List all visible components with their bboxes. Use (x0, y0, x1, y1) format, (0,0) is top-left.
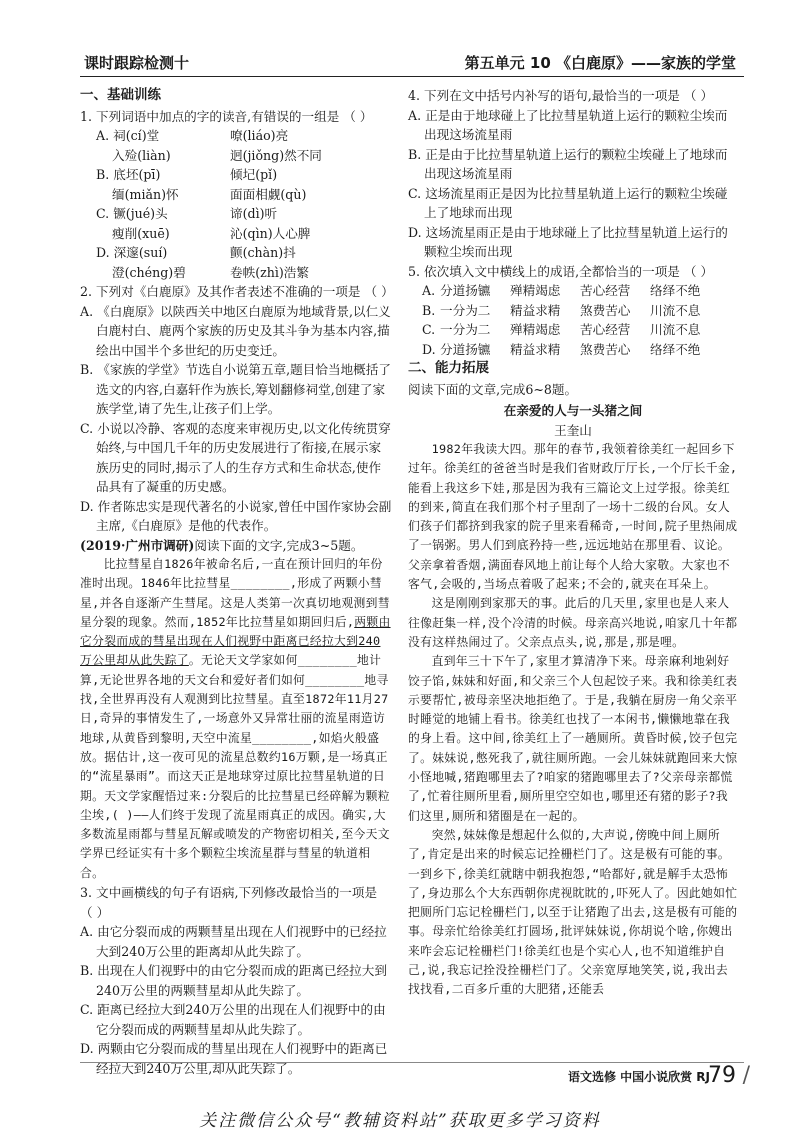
comet-passage (80, 555, 392, 883)
idiom: 精益求精 (510, 341, 561, 357)
q2-option-a: A. 《白鹿原》以陕西关中地区白鹿原为地域背景,以仁义白鹿村白、鹿两个家族的历史及其斗争为基本内容,描绘出中国半个多世纪的历史变迁。 (80, 303, 391, 358)
q1-cell: 倾圮(pǐ) (230, 167, 278, 182)
idiom: 一分为二 (440, 302, 491, 318)
q1-cell: A. 祠(cí)堂 (96, 128, 160, 143)
question-1: 1. 下列词语中加点的字的读音,有错误的一组是 （ ） (80, 108, 373, 124)
question-5: 5. 依次填入文中横线上的成语,全都恰当的一项是 （ ） (408, 263, 714, 279)
book-badge: 语文选修 中国小说欣赏 RJ (567, 1070, 710, 1084)
question-3: 3. 文中画横线的句子有语病,下列修改最恰当的一项是 （ ） (80, 885, 378, 920)
q1-cell: 颤(chàn)抖 (230, 245, 296, 260)
q3-option-a: A. 由它分裂而成的两颗彗星出现在人们视野中的已经拉大到240万公里的距离却从此失踪了。 (80, 924, 387, 959)
story-paragraph: 直到年三十下午了,家里才算清净下来。母亲麻利地剁好饺子馅,妹妹和好面,和父亲三个人包起饺子来。我和徐美红表示要帮忙,被母亲坚决地拒绝了。于是,我躺在厨房一角父亲平时睡觉的地铺上看书。徐美红也找了一本闲书,懒懒地靠在我的身上看。这中间,徐美红上了一趟厕所。黄昏时候,饺子包完了。妹妹说,憋死我了,就往厕所跑。一会儿妹妹就跑回来大惊小怪地喊,猪跑哪里去了?咱家的猪跑哪里去了?父亲母亲都慌了,忙着往厕所里看,厕所里空空如也,哪里还有猪的影子?我们这里,厕所和猪圈是在一起的。 (408, 654, 738, 823)
q2-option-d: D. 作者陈忠实是现代著名的小说家,曾任中国作家协会副主席,《白鹿原》是他的代表作。 (80, 498, 392, 533)
blank-line: ________ (305, 672, 365, 687)
idiom: 殚精竭虑 (510, 283, 561, 298)
q1-cell: C. 镢(jué)头 (96, 206, 168, 221)
blank-line: ________ (230, 576, 290, 591)
story-paragraph: 这是刚刚到家那天的事。此后的几天里,家里也是人来人往像赶集一样,没个冷清的时候。母亲高兴地说,咱家几十年都没有这样热闹过了。父亲点点头,说,那是,那是哩。 (408, 596, 738, 649)
header-left-title: 课时跟踪检测十 (84, 54, 190, 72)
q2-option-c: C. 小说以冷静、客观的态度来审视历史,以文化传统贯穿始终,与中国几千年的历史发展进行了衔接,在展示家族历史的同时,揭示了人的生存方式和生命状态,使作品具有了凝重的历史感。 (80, 420, 391, 494)
q1-cell: 澄(chéng)碧 (112, 264, 186, 280)
header-rule (80, 76, 744, 77)
idiom: 川流不息 (650, 302, 701, 318)
q4-option-a: A. 正是由于地球碰上了比拉彗星轨道上运行的颗粒尘埃而出现这场流星雨 (408, 107, 728, 142)
blank-line: ________ (252, 730, 312, 745)
q3-option-b: B. 出现在人们视野中的由它分裂而成的距离已经拉大到240万公里的两颗彗星却从此失踪了。 (80, 963, 387, 998)
underlined-sentence: 两颗由它分裂而成的彗星出现在人们视野中距离已经拉大到240万公里却从此失踪了 (80, 614, 391, 668)
idiom: 络绎不绝 (650, 341, 701, 357)
q1-cell: D. 深邃(suí) (96, 245, 168, 260)
article-author: 王奎山 (554, 422, 592, 438)
q5-label: D. (422, 341, 436, 357)
question-2: 2. 下列对《白鹿原》及其作者表述不准确的一项是 （ ） (80, 284, 394, 299)
q1-cell: 面面相觑(qù) (230, 186, 307, 202)
header-right-title: 第五单元 10 《白鹿原》——家族的学堂 (464, 54, 736, 72)
passage-text: ,如焰火般盛放。据估计,这一夜可见的流星总数约16万颗,是一场真正的“流星暴雨”。而这天正是地球穿过原比拉彗星轨道的日期。天文学家醒悟过来:分裂后的比拉彗星已经碎解为颗粒尘埃,( )——人们终于发现了流星雨真正的成因。确实,大多数流星雨都与彗星瓦解或喷发的产物密切相关,至今天文学界已经证实有十多个颗粒尘埃流星群与彗星的轨道相合。 (80, 730, 390, 880)
passage-text: 比拉彗星自1826年被命名后,一直在预计回归的年份准时出现。1846年比拉彗星 (80, 557, 383, 591)
idiom: 苦心经营 (580, 322, 631, 337)
idiom: 一分为二 (440, 322, 491, 337)
blank-line: ________ (297, 653, 357, 668)
idiom: 煞费苦心 (580, 341, 631, 357)
idiom: 川流不息 (650, 322, 701, 337)
q1-cell: 瘦削(xuē) (112, 225, 170, 241)
question-4: 4. 下列在文中括号内补写的语句,最恰当的一项是 （ ） (408, 88, 714, 103)
q4-option-d: D. 这场流星雨正是由于地球碰上了比拉彗星轨道上运行的颗粒尘埃而出现 (408, 224, 728, 259)
idiom: 络绎不绝 (650, 283, 701, 298)
instruction-text: 阅读下面的文字,完成3~5题。 (194, 537, 364, 553)
idiom: 煞费苦心 (580, 302, 631, 318)
q5-label: C. (422, 322, 436, 337)
left-column (80, 86, 392, 1078)
q5-options (408, 281, 738, 359)
reading-instruction (80, 536, 392, 556)
q1-cell: 入殓(liàn) (112, 147, 171, 163)
q1-options (80, 126, 392, 282)
idiom: 分道扬镳 (440, 341, 491, 357)
q4-option-c: C. 这场流星雨正是因为比拉彗星轨道上运行的颗粒尘埃碰上了地球而出现 (408, 185, 728, 220)
passage-text: 地寻找,全世界再没有人观测到比拉彗星。直至1872年11月27日,奇异的事情发生了,一场意外又异常壮丽的流星雨造访地球,从黄昏到黎明,天空中流星 (80, 672, 389, 745)
idiom: 苦心经营 (580, 283, 631, 298)
passage-text: ,形成了两颗小彗星,并各自逐渐产生彗尾。这是人类第一次真切地观测到彗星分裂的现象。然而,1852年比拉彗星如期回归后, (80, 576, 390, 629)
q1-cell: 缅(miǎn)怀 (112, 186, 179, 202)
q5-label: A. (422, 283, 436, 298)
q3-option-c: C. 距离已经拉大到240万公里的出现在人们视野中的由它分裂而成的两颗彗星却从此失踪了。 (80, 1002, 386, 1037)
idiom: 精益求精 (510, 302, 561, 318)
q2-option-b: B. 《家族的学堂》节选自小说第五章,题目恰当地概括了选文的内容,白嘉轩作为族长,筹划翻修祠堂,创建了家族学堂,请了先生,让孩子们上学。 (80, 362, 391, 416)
q1-cell: 谛(dì)听 (230, 206, 278, 221)
q4-option-b: B. 正是由于比拉彗星轨道上运行的颗粒尘埃碰上了地球而出现这场流星雨 (408, 146, 728, 181)
idiom: 殚精竭虑 (510, 322, 561, 337)
section-ability-extension: 二、能力拓展 (408, 360, 489, 376)
right-column (408, 86, 738, 1000)
section-basic-training: 一、基础训练 (80, 87, 161, 103)
source-tag: (2019·广州市调研) (80, 537, 195, 553)
q1-cell: 迥(jiǒng)然不同 (230, 147, 322, 163)
q1-cell: B. 底坯(pī) (96, 167, 161, 182)
footer-rule (80, 1062, 744, 1063)
story-paragraph: 1982年我读大四。那年的春节,我领着徐美红一起回乡下过年。徐美红的爸爸当时是我们省财政厅厅长,一个厅长千金,能看上我这乡下娃,那是因为我有三篇论文上过学报。徐美红的到来,简直在我们那个村子里刮了一场十二级的台风。女人们孩子们都挤到我家的院子里来看稀奇,一时间,院子里热闹成了一锅粥。男人们到底矜持一些,远远地站在那里看、议论。父亲拿着香烟,满面春风地上前让每个人给大家敬。大家也不客气,会吸的,当场点着吸了起来;不会的,就夹在耳朵上。 (408, 442, 738, 592)
q3-option-d: D. 两颗由它分裂而成的彗星出现在人们视野中的距离已经拉大到240万公里,却从此失踪了。 (80, 1041, 388, 1076)
q1-cell: 卷帙(zhì)浩繁 (230, 264, 309, 280)
q5-label: B. (422, 302, 436, 318)
article-title: 在亲爱的人与一头猪之间 (503, 403, 643, 418)
story-paragraph: 突然,妹妹像是想起什么似的,大声说,傍晚中间上厕所了,肯定是出来的时候忘记拴栅栏门了。这是极有可能的事。一到乡下,徐美红就瞎中朝我抱怨,“哈都好,就是解手太恐怖了,身边那么个大东西朝你虎视眈眈的,吓死人了。因此她如忙把厕所门忘记栓栅栏门,以至于让猪跑了出去,这是极有可能的事。母亲忙给徐美红打圆场,批评妹妹说,你胡说个啥,你嫂出来咋会忘记栓栅栏门!徐美红也是个实心人,也不知道维护自己,说,我忘记拴没拴栅栏门了。父亲宽厚地笑笑,说,我出去找找看,二百多斤重的大肥猪,还能丢 (408, 827, 738, 997)
footer-slogan: 关注微信公众号“教辅资料站”获取更多学习资料 (199, 1111, 601, 1131)
page-slash: / (742, 1063, 750, 1088)
page-number: 79 (708, 1063, 736, 1088)
passage-text: 。无论天文学家如何 (188, 653, 298, 668)
reading-intro: 阅读下面的文章,完成6~8题。 (408, 381, 578, 397)
passage-text: 地计算,无论世界各地的天文台和爱好者们如何 (80, 653, 382, 687)
q1-cell: 沁(qìn)人心脾 (230, 225, 311, 241)
q1-cell: 嘹(liáo)亮 (230, 128, 289, 143)
idiom: 分道扬镳 (440, 283, 491, 298)
